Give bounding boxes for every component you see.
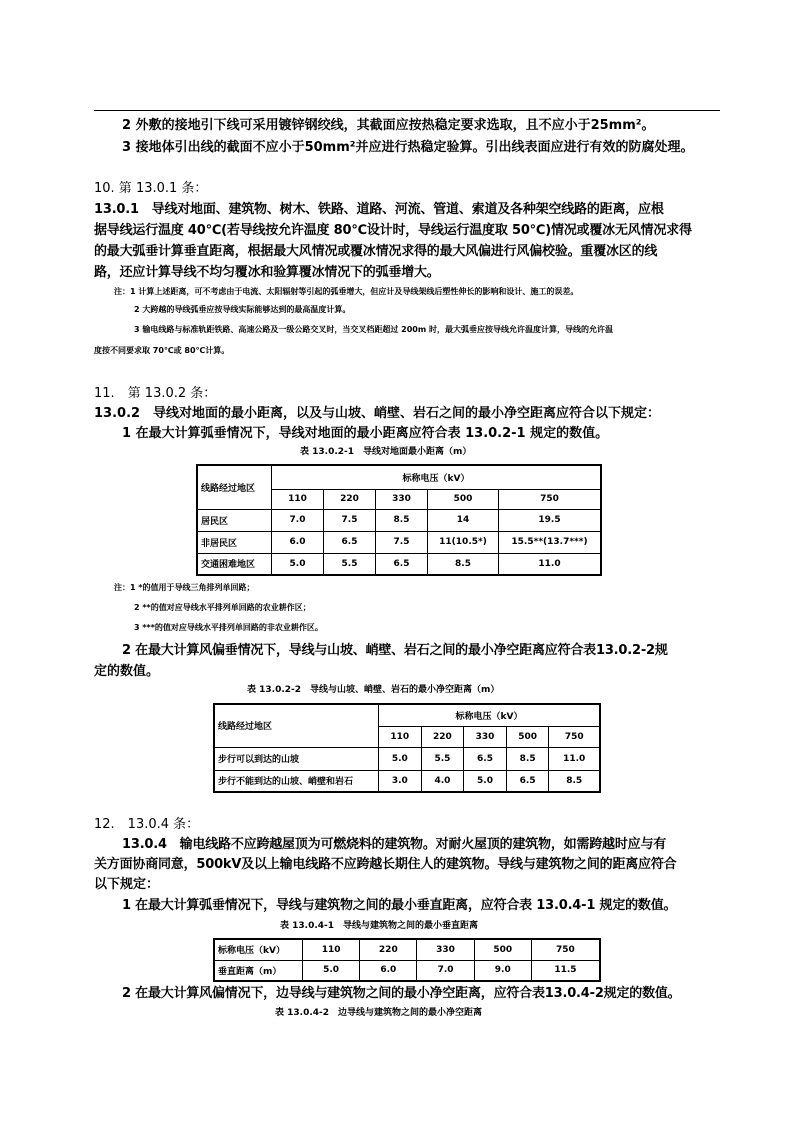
- table-cell: 标称电压（kV）: [214, 939, 303, 960]
- table-cell: 非居民区: [197, 531, 272, 553]
- table-1-caption: 表 13.0.2-1 导线对地面最小距离（m）: [300, 447, 472, 457]
- table-cell: 5.0: [303, 960, 360, 981]
- table-cell: 11.0: [549, 747, 600, 770]
- section-10-para-4: 路，还应计算导线不均匀覆冰和验算覆冰情况下的弧垂增大。: [94, 265, 440, 280]
- clause-3-text: 3 接地体引出线的截面不应小于50mm²并应进行热稳定验算。引出线表面应进行有效的防腐处理。: [122, 140, 694, 155]
- section-10-note-2: 2 大跨越的导线弧垂应按导线实际能够达到的最高温度计算。: [134, 305, 351, 314]
- table-row: [214, 960, 600, 981]
- table-1-note-1: 注：1 *的值用于导线三角排列单回路；: [114, 583, 255, 592]
- table-cell: 交通困难地区: [197, 553, 272, 575]
- table-cell: 8.5: [428, 553, 499, 575]
- table-cell: 6.0: [360, 960, 417, 981]
- section-11-para-1: 13.0.2 导线对地面的最小距离，以及与山坡、峭壁、岩石之间的最小净空距离应符合以下规定：: [94, 406, 661, 421]
- table-cell: 110: [379, 726, 422, 747]
- table-row: [197, 531, 601, 553]
- table-1-note-3: 3 ***的值对应导线水平排列单回路的非农业耕作区。: [134, 623, 323, 632]
- table-cell: 4.0: [421, 770, 464, 792]
- table-header-area: 线路经过地区: [197, 465, 272, 509]
- section-12-para-1: 13.0.4 输电线路不应跨越屋顶为可燃烧料的建筑物。对耐火屋顶的建筑物，如需跨越时应与有: [122, 837, 667, 852]
- table-ground-clearance: [196, 464, 602, 576]
- table-cell: 11.0: [499, 553, 602, 575]
- section-10-note-1: 注：1 计算上述距离，可不考虑由于电流、太阳辐射等引起的弧垂增大，但应计及导线架线后塑性伸长的影响和设计、施工的误差。: [114, 287, 579, 296]
- table-cell: 6.0: [272, 531, 324, 553]
- section-12-para-5: 2 在最大计算风偏情况下，边导线与建筑物之间的最小净空距离，应符合表13.0.4-2规定的数值。: [122, 986, 681, 1001]
- section-12-para-4: 1 在最大计算弧垂情况下，导线与建筑物之间的最小垂直距离，应符合表 13.0.4-1 规定的数值。: [122, 898, 677, 913]
- table-cell: 6.5: [464, 747, 507, 770]
- table-cell: 110: [303, 939, 360, 960]
- table-cell: 750: [531, 939, 600, 960]
- table-cell: 220: [360, 939, 417, 960]
- table-cell: 220: [324, 489, 376, 509]
- section-11-para-2: 1 在最大计算弧垂情况下，导线对地面的最小距离应符合表 13.0.2-1 规定的数值。: [122, 426, 609, 441]
- table-row: [197, 509, 601, 531]
- table-cell: 220: [421, 726, 464, 747]
- table-row: [214, 939, 600, 960]
- clause-2-text: 2 外敷的接地引下线可采用镀锌钢绞线，其截面应按热稳定要求选取，且不应小于25mm²。: [122, 118, 655, 133]
- table-cell: 5.0: [464, 770, 507, 792]
- table-cell: 330: [464, 726, 507, 747]
- table-cell: 11(10.5*): [428, 531, 499, 553]
- section-10-para-1: 13.0.1 导线对地面、建筑物、树木、铁路、道路、河流、管道、索道及各种架空线路的距离，应根: [94, 202, 664, 217]
- table-cell: 6.5: [324, 531, 376, 553]
- table-row: [214, 770, 600, 792]
- table-cell: 垂直距离（m）: [214, 960, 303, 981]
- table-cell: 500: [506, 726, 549, 747]
- table-cell: 5.0: [272, 553, 324, 575]
- table-cell: 14: [428, 509, 499, 531]
- table-4-caption: 表 13.0.4-2 边导线与建筑物之间的最小净空距离: [275, 1008, 483, 1018]
- table-cell: 7.5: [324, 509, 376, 531]
- table-3-caption: 表 13.0.4-1 导线与建筑物之间的最小垂直距离: [280, 921, 479, 931]
- section-12-para-3: 以下规定：: [94, 877, 160, 892]
- section-10-para-2: 据导线运行温度 40℃(若导线按允许温度 80℃设计时，导线运行温度取 50℃)情况或覆冰无风情况求得: [94, 223, 692, 238]
- section-11-para-3: 2 在最大计算风偏垂情况下，导线与山坡、峭壁、岩石之间的最小净空距离应符合表13.0.2-2规: [122, 643, 668, 658]
- table-cell: 6.5: [376, 553, 428, 575]
- table-header-area: 线路经过地区: [214, 704, 379, 747]
- table-row: [197, 553, 601, 575]
- table-row: [214, 747, 600, 770]
- table-2-caption: 表 13.0.2-2 导线与山坡、峭壁、岩石的最小净空距离（m）: [247, 685, 500, 695]
- table-cell: 6.5: [506, 770, 549, 792]
- section-10-note-3: 3 输电线路与标准轨距铁路、高速公路及一级公路交叉时，当交叉档距超过 200m 时，最大弧垂应按导线允许温度计算，导线的允许温: [134, 325, 613, 334]
- table-header-voltage: 标称电压（kV）: [379, 704, 601, 726]
- section-11-heading: 11. 第 13.0.2 条：: [94, 386, 217, 401]
- table-cell: 15.5**(13.7***): [499, 531, 602, 553]
- table-cell: 9.0: [474, 960, 531, 981]
- table-cell: 3.0: [379, 770, 422, 792]
- section-10-heading: 10. 第 13.0.1 条：: [94, 181, 208, 196]
- table-cell: 步行可以到达的山坡: [214, 747, 379, 770]
- section-12-heading: 12. 13.0.4 条：: [94, 817, 200, 832]
- section-12-para-2: 关方面协商同意，500kV及以上输电线路不应跨越长期住人的建筑物。导线与建筑物之间的距离应符合: [94, 857, 677, 872]
- table-cell: 8.5: [376, 509, 428, 531]
- table-header-voltage: 标称电压（kV）: [272, 465, 602, 489]
- table-building-vertical: [213, 938, 601, 982]
- table-cell: 5.5: [421, 747, 464, 770]
- table-cell: 500: [474, 939, 531, 960]
- table-cell: 5.5: [324, 553, 376, 575]
- table-cell: 330: [417, 939, 474, 960]
- table-cell: 500: [428, 489, 499, 509]
- table-cell: 330: [376, 489, 428, 509]
- table-cell: 居民区: [197, 509, 272, 531]
- table-slope-clearance: [213, 703, 601, 793]
- table-cell: 步行不能到达的山坡、峭壁和岩石: [214, 770, 379, 792]
- table-1-note-2: 2 **的值对应导线水平排列单回路的农业耕作区；: [134, 603, 311, 612]
- table-cell: 5.0: [379, 747, 422, 770]
- table-cell: 19.5: [499, 509, 602, 531]
- table-cell: 7.0: [272, 509, 324, 531]
- table-cell: 750: [549, 726, 600, 747]
- table-cell: 7.0: [417, 960, 474, 981]
- table-cell: 8.5: [549, 770, 600, 792]
- table-cell: 11.5: [531, 960, 600, 981]
- table-cell: 7.5: [376, 531, 428, 553]
- section-11-para-4: 定的数值。: [94, 664, 160, 679]
- header-rule: [94, 110, 720, 111]
- table-cell: 750: [499, 489, 602, 509]
- section-10-para-3: 的最大弧垂计算垂直距离，根据最大风情况或覆冰情况求得的最大风偏进行风偏校验。重覆冰区的线: [94, 244, 658, 259]
- table-cell: 110: [272, 489, 324, 509]
- table-cell: 8.5: [506, 747, 549, 770]
- section-10-note-4: 度按不同要求取 70℃或 80℃计算。: [94, 346, 230, 355]
